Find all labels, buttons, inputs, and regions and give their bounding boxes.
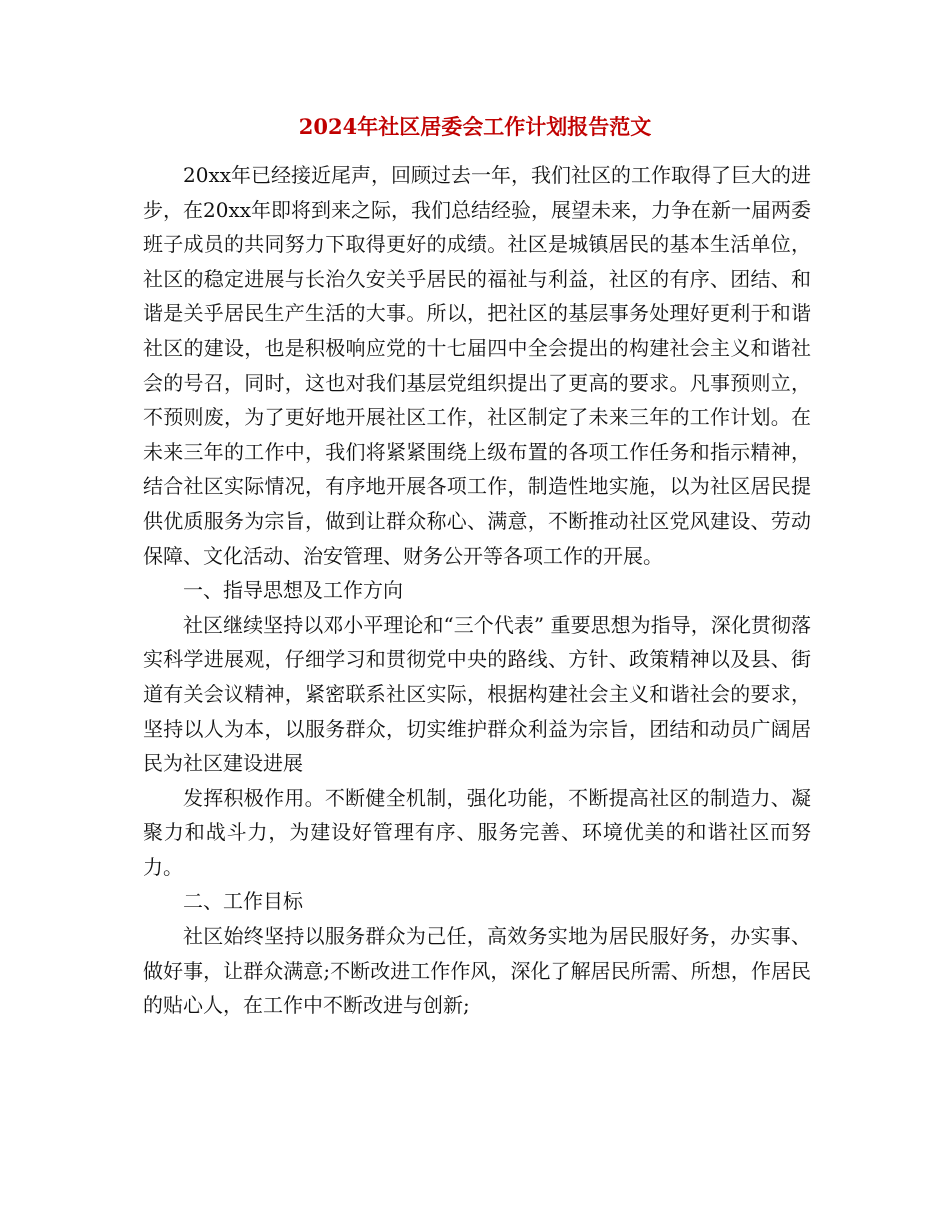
section-heading-guiding-ideology: 一、指导思想及工作方向 <box>183 578 403 603</box>
document-title: 2024年社区居委会工作计划报告范文 <box>298 114 652 139</box>
section-heading-work-goals: 二、工作目标 <box>183 889 303 914</box>
document-body <box>143 158 811 1023</box>
paragraph-guiding-ideology: 社区继续坚持以邓小平理论和“三个代表” 重要思想为指导，深化贯彻落实科学进展观，仔细学习和贯彻党中央的路线、方针、政策精神以及县、街道有关会议精神，紧密联系社区实际，根据构建社会主义和谐社会的要求，坚持以人为本，以服务群众，切实维护群众利益为宗旨，团结和动员广阔居民为社区建设进展 <box>143 612 811 776</box>
paragraph-intro: 20xx年已经接近尾声，回顾过去一年，我们社区的工作取得了巨大的进步，在20xx年即将到来之际，我们总结经验，展望未来，力争在新一届两委班子成员的共同努力下取得更好的成绩。社区是城镇居民的基本生活单位，社区的稳定进展与长治久安关乎居民的福祉与利益，社区的有序、团结、和谐是关乎居民生产生活的大事。所以，把社区的基层事务处理好更利于和谐社区的建设，也是积极响应党的十七届四中全会提出的构建社会主义和谐社会的号召，同时，这也对我们基层党组织提出了更高的要求。凡事预则立，不预则废，为了更好地开展社区工作，社区制定了未来三年的工作计划。在未来三年的工作中，我们将紧紧围绕上级布置的各项工作任务和指示精神，结合社区实际情况，有序地开展各项工作，制造性地实施，以为社区居民提供优质服务为宗旨，做到让群众称心、满意，不断推动社区党风建设、劳动保障、文化活动、治安管理、财务公开等各项工作的开展。 <box>143 163 812 568</box>
paragraph-work-goals: 社区始终坚持以服务群众为己任，高效务实地为居民服好务，办实事、做好事，让群众满意;不断改进工作作风，深化了解居民所需、所想，作居民的贴心人，在工作中不断改进与创新; <box>143 924 811 1018</box>
paragraph-guiding-ideology-continued: 发挥积极作用。不断健全机制，强化功能，不断提高社区的制造力、凝聚力和战斗力，为建设好管理有序、服务完善、环境优美的和谐社区而努力。 <box>143 785 811 879</box>
